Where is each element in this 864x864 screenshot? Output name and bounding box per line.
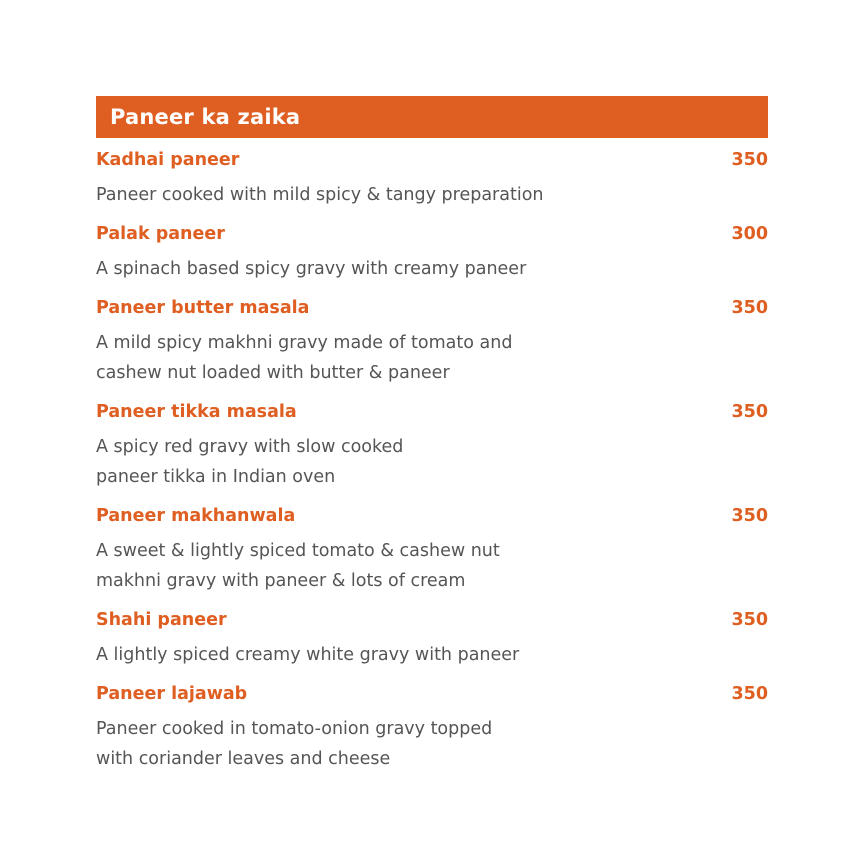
description-line: A lightly spiced creamy white gravy with paneer — [96, 645, 520, 665]
menu-item-header — [96, 610, 768, 638]
menu-item-header — [96, 684, 768, 712]
menu-item-price: 350 — [731, 150, 768, 170]
menu-item-name: Paneer lajawab — [96, 684, 248, 704]
menu-item-price: 350 — [731, 506, 768, 526]
menu-item-name: Paneer butter masala — [96, 298, 310, 318]
description-line: paneer tikka in Indian oven — [96, 467, 336, 487]
menu-item-price: 350 — [731, 298, 768, 318]
section-header — [96, 96, 768, 138]
menu-item-description — [96, 180, 768, 210]
menu-item-header — [96, 150, 768, 178]
description-line: A sweet & lightly spiced tomato & cashew nut — [96, 541, 500, 561]
menu-item-name: Paneer makhanwala — [96, 506, 296, 526]
menu-item-description — [96, 432, 768, 492]
menu-item — [96, 506, 768, 596]
menu-item-price: 350 — [731, 402, 768, 422]
menu-item — [96, 224, 768, 284]
description-line: Paneer cooked with mild spicy & tangy preparation — [96, 185, 544, 205]
description-line: makhni gravy with paneer & lots of cream — [96, 571, 466, 591]
description-line: A spinach based spicy gravy with creamy paneer — [96, 259, 527, 279]
menu-item-description — [96, 536, 768, 596]
menu-item-description — [96, 714, 768, 774]
menu-item — [96, 402, 768, 492]
menu-item-name: Kadhai paneer — [96, 150, 240, 170]
menu-item-price: 300 — [731, 224, 768, 244]
menu-item-name: Palak paneer — [96, 224, 225, 244]
menu-item-header — [96, 224, 768, 252]
section-title: Paneer ka zaika — [110, 105, 301, 129]
menu-item-price: 350 — [731, 610, 768, 630]
description-line: A mild spicy makhni gravy made of tomato and — [96, 333, 513, 353]
menu-item — [96, 150, 768, 210]
menu-item-name: Paneer tikka masala — [96, 402, 297, 422]
menu-items-list — [96, 150, 768, 774]
description-line: with coriander leaves and cheese — [96, 749, 391, 769]
menu-item — [96, 610, 768, 670]
menu-section — [96, 96, 768, 788]
menu-item — [96, 684, 768, 774]
menu-item-name: Shahi paneer — [96, 610, 227, 630]
menu-item-header — [96, 506, 768, 534]
menu-item-description — [96, 640, 768, 670]
menu-item-description — [96, 328, 768, 388]
menu-item-description — [96, 254, 768, 284]
description-line: A spicy red gravy with slow cooked — [96, 437, 404, 457]
menu-item-header — [96, 298, 768, 326]
menu-item — [96, 298, 768, 388]
description-line: cashew nut loaded with butter & paneer — [96, 363, 450, 383]
menu-item-price: 350 — [731, 684, 768, 704]
menu-item-header — [96, 402, 768, 430]
description-line: Paneer cooked in tomato-onion gravy topped — [96, 719, 493, 739]
